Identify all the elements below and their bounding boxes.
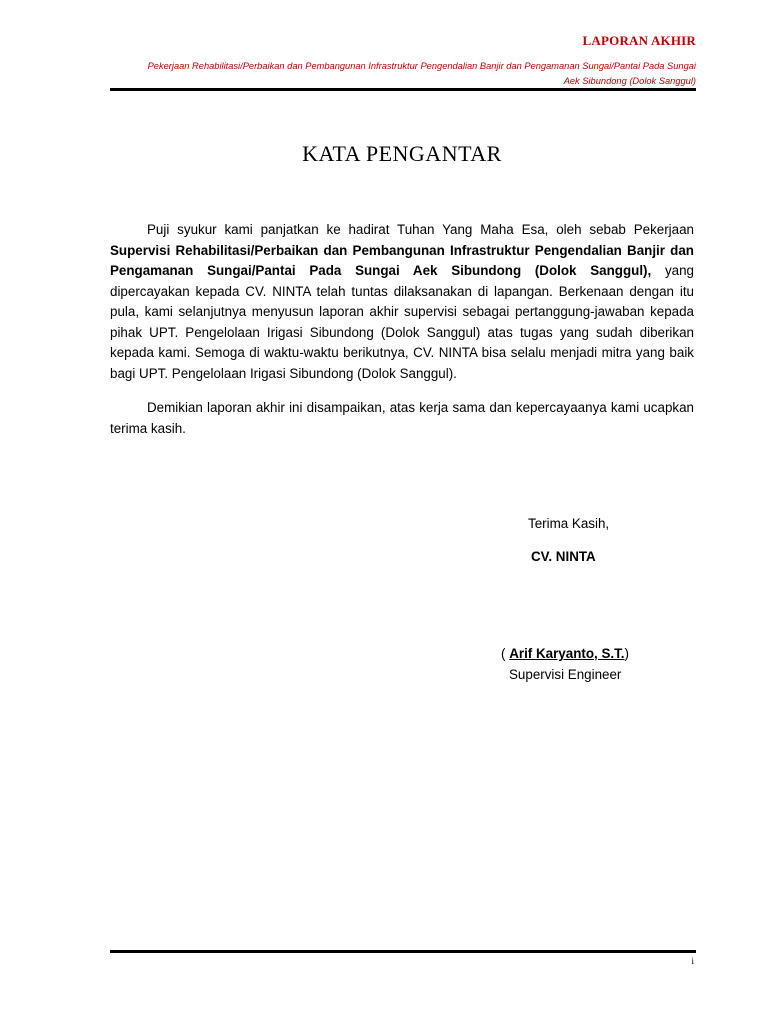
header-divider — [110, 88, 696, 91]
header-subtitle-line1: Pekerjaan Rehabilitasi/Perbaikan dan Pembangunan Infrastruktur Pengendalian Banjir dan Pengamanan Sungai/Pantai Pada Sungai — [147, 61, 696, 71]
paragraph1-rest: yang dipercayakan kepada CV. NINTA telah tuntas dilaksanakan di lapangan. Berkenaan dengan itu pula, kami selanjutnya menyusun laporan akhir supervisi sebagai pertanggung-jawaban kepada pihak UPT. Pengelolaan Irigasi Sibundong (Dolok Sanggul) atas tugas yang sudah diberikan kepada kami. Semoga di waktu-waktu berikutnya, CV. NINTA bisa selalu menjadi mitra yang baik bagi UPT. Pengelolaan Irigasi Sibundong (Dolok Sanggul). — [110, 263, 694, 381]
company-name: CV. NINTA — [531, 549, 596, 564]
header-subtitle-line2: Aek Sibundong (Dolok Sanggul) — [563, 76, 696, 86]
footer-divider — [110, 950, 696, 953]
signatory — [501, 646, 629, 661]
signatory-close-paren: ) — [624, 646, 629, 661]
foreword-paragraph-2 — [110, 398, 694, 439]
page-number: i — [691, 956, 694, 966]
signatory-role: Supervisi Engineer — [509, 667, 622, 682]
page-title: KATA PENGANTAR — [302, 141, 502, 166]
paragraph1-intro: Puji syukur kami panjatkan ke hadirat Tuhan Yang Maha Esa, oleh sebab Pekerjaan — [147, 222, 694, 237]
signatory-open-paren: ( — [501, 646, 510, 661]
signatory-name: Arif Karyanto, S.T. — [509, 646, 625, 661]
paragraph2-text: Demikian laporan akhir ini disampaikan, atas kerja sama dan kepercayaanya kami ucapkan terima kasih. — [110, 400, 694, 436]
closing-salutation: Terima Kasih, — [528, 516, 610, 531]
report-header-subtitle — [96, 59, 696, 89]
foreword-paragraph-1 — [110, 220, 694, 384]
paragraph1-project-name: Supervisi Rehabilitasi/Perbaikan dan Pembangunan Infrastruktur Pengendalian Banjir dan Pengamanan Sungai/Pantai Pada Sungai Aek Sibundong (Dolok Sanggul), — [110, 242, 694, 278]
report-header-title: LAPORAN AKHIR — [582, 33, 696, 48]
